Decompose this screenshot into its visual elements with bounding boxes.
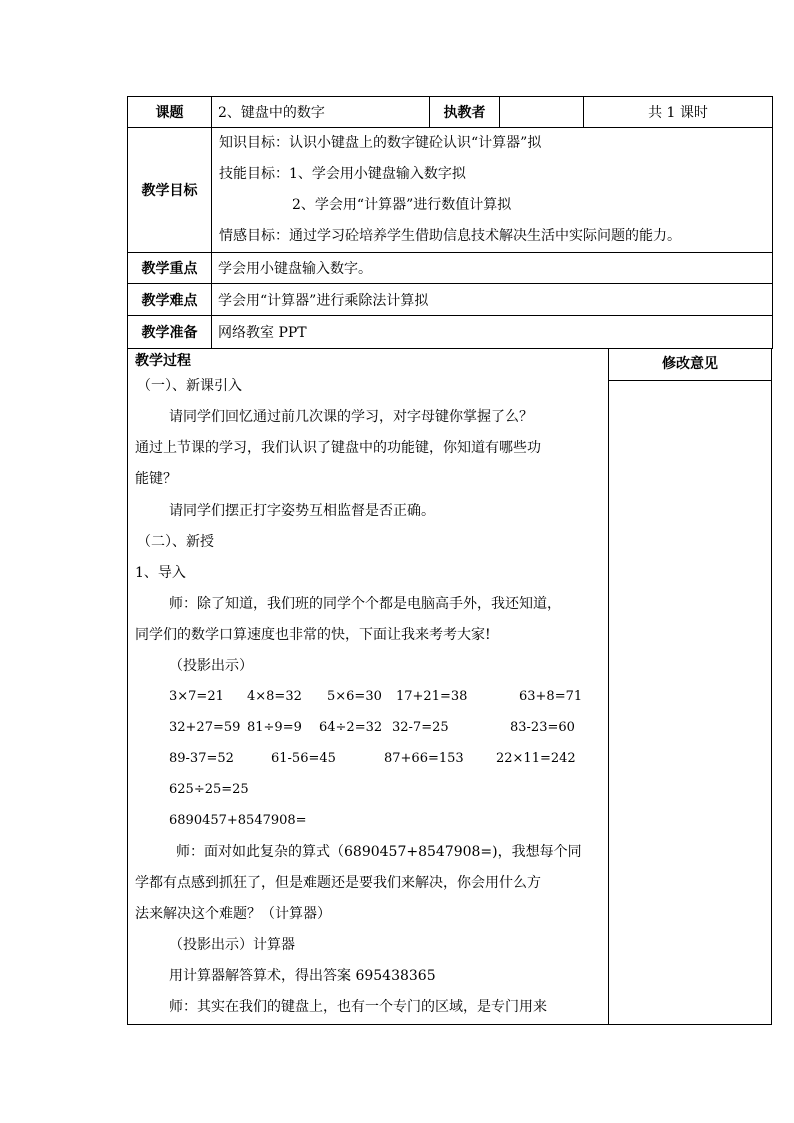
paragraph-line: （投影出示） — [169, 658, 253, 674]
paragraph-line: 法来解决这个难题？（计算器） — [135, 906, 331, 922]
paragraph-line: 师：面对如此复杂的算式（6890457+8547908=)，我想每个同 — [176, 844, 582, 860]
paragraph-line: （投影出示）计算器 — [169, 937, 295, 953]
objective-emotion: 情感目标：通过学习砼培养学生借助信息技术解决生活中实际问题的能力。 — [219, 228, 681, 244]
topic-label: 课题 — [128, 97, 212, 128]
preparation-value: 网络教室 PPT — [212, 316, 773, 349]
process-title: 教学过程 — [135, 353, 191, 369]
key-point-label: 教学重点 — [128, 253, 212, 284]
calc-item: 87+66=153 — [384, 751, 464, 766]
difficulty-value: 学会用“计算器”进行乘除法计算拟 — [212, 284, 773, 316]
preparation-label: 教学准备 — [128, 316, 212, 349]
revision-header: 修改意见 — [609, 349, 771, 381]
periods: 共 1 课时 — [584, 97, 773, 128]
subsection-heading: 1、导入 — [135, 565, 186, 581]
process-content — [128, 349, 609, 1024]
calc-item: 3×7=21 — [169, 689, 224, 704]
paragraph-line: 师：其实在我们的键盘上，也有一个专门的区域，是专门用来 — [169, 999, 547, 1015]
section-intro-heading: （一）、新课引入 — [137, 378, 242, 394]
calc-item: 89-37=52 — [169, 751, 234, 766]
objective-knowledge: 知识目标：认识小键盘上的数字键砼认识“计算器”拟 — [219, 135, 542, 151]
calc-item: 64÷2=32 — [319, 720, 383, 735]
calc-item: 81÷9=9 — [247, 720, 302, 735]
objective-skill-1: 技能目标：1、学会用小键盘输入数字拟 — [219, 166, 466, 182]
section-new-heading: （二）、新授 — [137, 534, 214, 550]
calc-item: 63+8=71 — [519, 689, 583, 704]
teacher-label: 执教者 — [430, 97, 500, 128]
key-point-value: 学会用小键盘输入数字。 — [212, 253, 773, 284]
topic-value: 2、键盘中的数字 — [212, 97, 430, 128]
paragraph-line: 学都有点感到抓狂了，但是难题还是要我们来解决，你会用什么方 — [135, 875, 541, 891]
paragraph-line: 请同学们摆正打字姿势互相监督是否正确。 — [169, 503, 435, 519]
teacher-value — [500, 97, 584, 128]
lesson-header-table — [127, 96, 773, 349]
paragraph-line: 能键？ — [135, 471, 177, 487]
calc-item: 5×6=30 — [327, 689, 382, 704]
calc-item: 32+27=59 — [169, 720, 241, 735]
calc-item: 17+21=38 — [396, 689, 468, 704]
objectives-cell — [212, 128, 773, 253]
process-section — [127, 349, 772, 1025]
lesson-plan — [127, 96, 772, 1026]
objectives-label: 教学目标 — [128, 128, 212, 253]
paragraph-line: 请同学们回忆通过前几次课的学习，对字母键你掌握了么？ — [169, 409, 533, 425]
calc-item: 83-23=60 — [510, 720, 575, 735]
paragraph-line: 用计算器解答算术，得出答案 695438365 — [169, 968, 436, 984]
paragraph-line: 师：除了知道，我们班的同学个个都是电脑高手外，我还知道， — [169, 596, 561, 612]
calc-item: 625÷25=25 — [169, 782, 249, 797]
calc-item: 61-56=45 — [271, 751, 336, 766]
calc-item: 6890457+8547908= — [169, 813, 307, 828]
calc-item: 22×11=242 — [496, 751, 576, 766]
difficulty-label: 教学难点 — [128, 284, 212, 316]
objective-skill-2: 2、学会用“计算器”进行数值计算拟 — [292, 197, 512, 213]
calc-item: 4×8=32 — [247, 689, 302, 704]
paragraph-line: 通过上节课的学习，我们认识了键盘中的功能键，你知道有哪些功 — [135, 440, 541, 456]
calc-item: 32-7=25 — [392, 720, 449, 735]
paragraph-line: 同学们的数学口算速度也非常的快，下面让我来考考大家! — [135, 627, 491, 643]
